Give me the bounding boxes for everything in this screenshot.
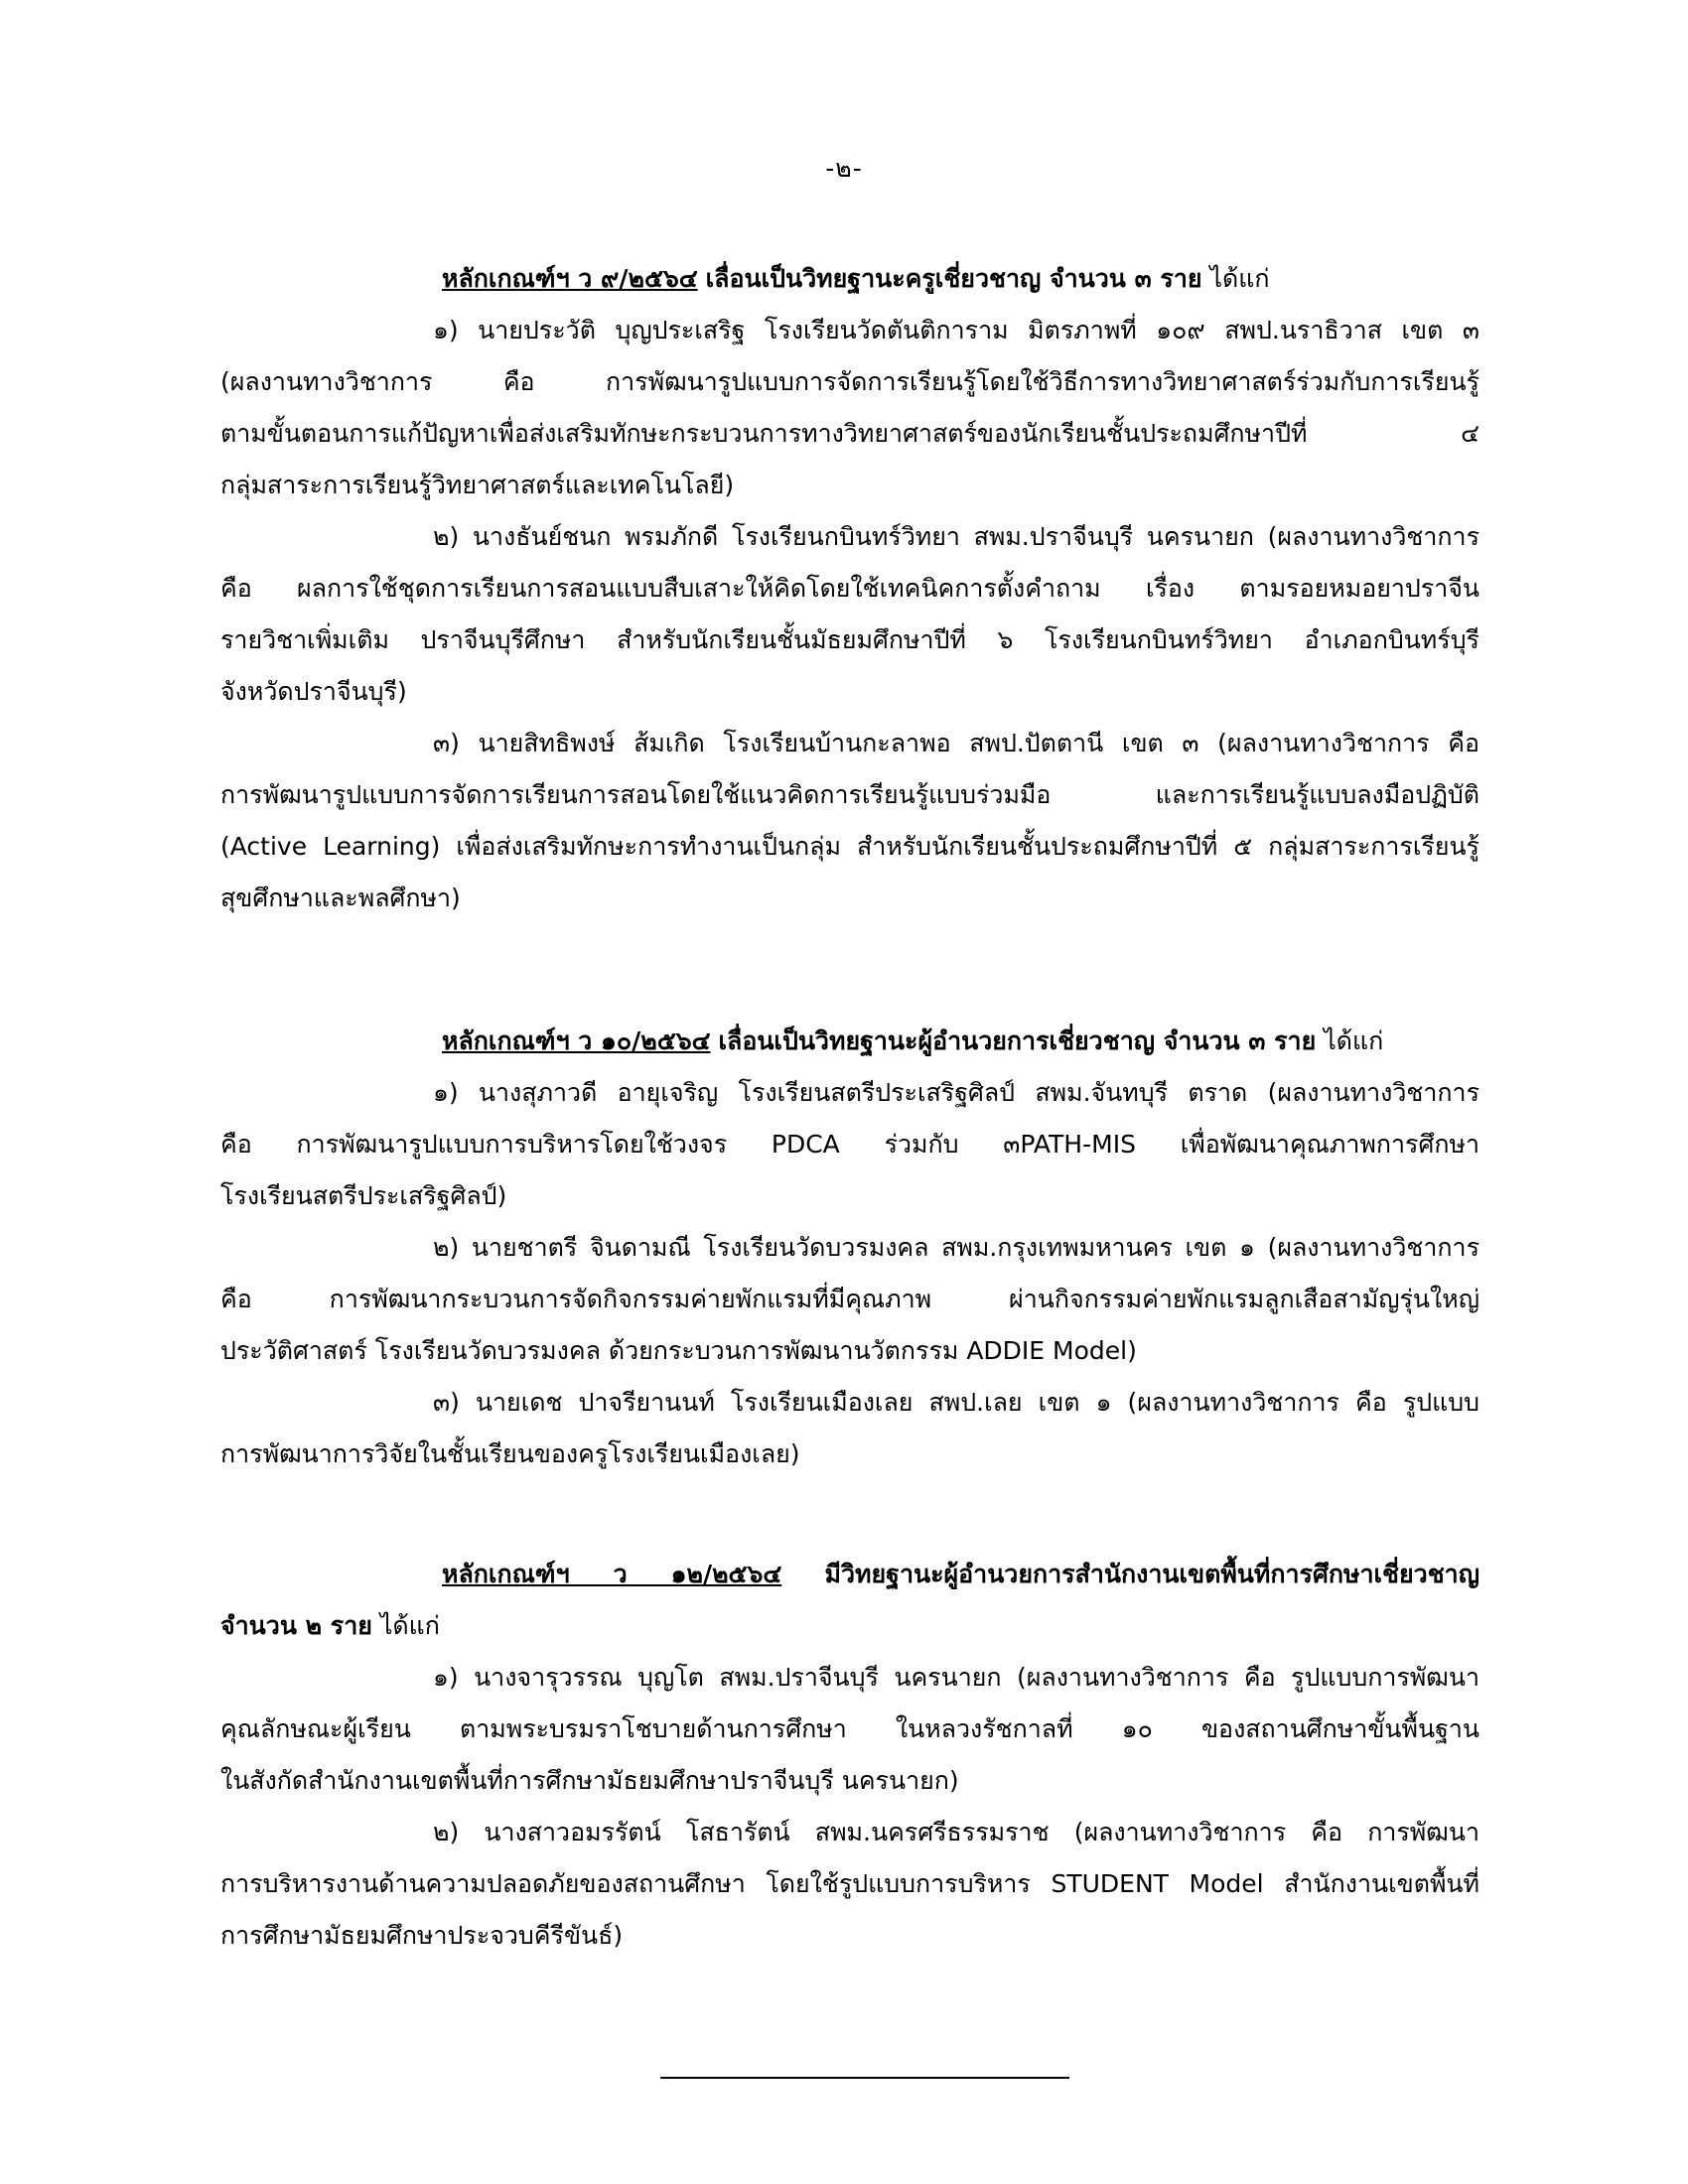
- section-heading: [220, 253, 1479, 305]
- section-title: เลื่อนเป็นวิทยฐานะครูเชี่ยวชาญ จำนวน ๓ ราย: [705, 264, 1202, 293]
- item-line: ๒) นายชาตรี จินดามณี โรงเรียนวัดบวรมงคล สพม.กรุงเทพมหานคร เขต ๑ (ผลงานทางวิชาการ: [433, 1233, 1479, 1262]
- list-item: [220, 1222, 1479, 1377]
- item-line: กลุ่มสาระการเรียนรู้วิทยาศาสตร์และเทคโนโลยี): [220, 471, 735, 499]
- item-line: การพัฒนาการวิจัยในชั้นเรียนของครูโรงเรียนเมืองเลย): [220, 1439, 800, 1468]
- item-line: การพัฒนารูปแบบการจัดการเรียนการสอนโดยใช้แนวคิดการเรียนรู้แบบร่วมมือ และการเรียนรู้แบบลงมือปฏิบัติ: [220, 780, 1479, 809]
- criteria-reference: หลักเกณฑ์ฯ ว ๙/๒๕๖๔: [442, 264, 698, 293]
- heading-suffix: ได้แก่: [1209, 264, 1270, 293]
- item-line: ๑) นางจารุวรรณ บุญโต สพม.ปราจีนบุรี นครนายก (ผลงานทางวิชาการ คือ รูปแบบการพัฒนา: [433, 1663, 1479, 1692]
- criteria-reference: หลักเกณฑ์ฯ ว ๑๒/๒๕๖๔: [442, 1560, 782, 1588]
- list-item: [220, 1067, 1479, 1222]
- section-criteria-v12: [220, 1549, 1479, 1962]
- item-line: คือ การพัฒนารูปแบบการบริหารโดยใช้วงจร PDCA ร่วมกับ ๓PATH-MIS เพื่อพัฒนาคุณภาพการศึกษา: [220, 1130, 1479, 1159]
- item-line: ๒) นางธันย์ชนก พรมภักดี โรงเรียนกบินทร์วิทยา สพม.ปราจีนบุรี นครนายก (ผลงานทางวิชาการ: [433, 522, 1479, 551]
- list-item: [220, 1652, 1479, 1807]
- item-line: โรงเรียนสตรีประเสริฐศิลป์): [220, 1181, 507, 1210]
- page-number: -๒-: [825, 154, 863, 183]
- section-heading-continuation: [220, 1600, 1479, 1652]
- item-line: การบริหารงานด้านความปลอดภัยของสถานศึกษา โดยใช้รูปแบบการบริหาร STUDENT Model สำนักงานเขตพื้นที่: [220, 1869, 1479, 1898]
- list-item: [220, 511, 1479, 718]
- list-item: [220, 718, 1479, 924]
- section-heading: [220, 1016, 1479, 1067]
- list-item: [220, 305, 1479, 511]
- end-divider: [660, 2077, 1069, 2079]
- section-title-continuation: จำนวน ๒ ราย: [220, 1611, 372, 1640]
- item-line: ๒) นางสาวอมรรัตน์ โสธารัตน์ สพม.นครศรีธรรมราช (ผลงานทางวิชาการ คือ การพัฒนา: [433, 1818, 1479, 1846]
- item-line: คือ การพัฒนากระบวนการจัดกิจกรรมค่ายพักแรมที่มีคุณภาพ ผ่านกิจกรรมค่ายพักแรมลูกเสือสามัญรุ่นใหญ่: [220, 1285, 1479, 1313]
- heading-suffix: ได้แก่: [379, 1611, 440, 1640]
- item-line: (Active Learning) เพื่อส่งเสริมทักษะการทำงานเป็นกลุ่ม สำหรับนักเรียนชั้นประถมศึกษาปีที่ ๕ กลุ่มสาระการเรียนรู้: [220, 832, 1479, 861]
- item-line: ประวัติศาสตร์ โรงเรียนวัดบวรมงคล ด้วยกระบวนการพัฒนานวัตกรรม ADDIE Model): [220, 1336, 1137, 1365]
- list-item: [220, 1377, 1479, 1480]
- item-line: การศึกษามัธยมศึกษาประจวบคีรีขันธ์): [220, 1921, 624, 1950]
- item-line: ในสังกัดสำนักงานเขตพื้นที่การศึกษามัธยมศึกษาปราจีนบุรี นครนายก): [220, 1766, 959, 1795]
- item-line: ๑) นายประวัติ บุญประเสริฐ โรงเรียนวัดตันติการาม มิตรภาพที่ ๑๐๙ สพป.นราธิวาส เขต ๓: [433, 316, 1479, 344]
- list-item: [220, 1807, 1479, 1962]
- item-line: ๓) นายเดช ปาจรียานนท์ โรงเรียนเมืองเลย สพป.เลย เขต ๑ (ผลงานทางวิชาการ คือ รูปแบบ: [433, 1388, 1479, 1417]
- heading-suffix: ได้แก่: [1324, 1026, 1384, 1055]
- item-line: ๑) นางสุภาวดี อายุเจริญ โรงเรียนสตรีประเสริฐศิลป์ สพม.จันทบุรี ตราด (ผลงานทางวิชาการ: [433, 1078, 1479, 1107]
- item-line: คุณลักษณะผู้เรียน ตามพระบรมราโชบายด้านการศึกษา ในหลวงรัชกาลที่ ๑๐ ของสถานศึกษาขั้นพื้นฐาน: [220, 1714, 1479, 1743]
- section-title: เลื่อนเป็นวิทยฐานะผู้อำนวยการเชี่ยวชาญ จำนวน ๓ ราย: [718, 1026, 1317, 1055]
- item-line: (ผลงานทางวิชาการ คือ การพัฒนารูปแบบการจัดการเรียนรู้โดยใช้วิธีการทางวิทยาศาสตร์ร่วมกับการเรียนรู้: [220, 367, 1479, 396]
- item-line: สุขศึกษาและพลศึกษา): [220, 884, 461, 912]
- section-heading: [220, 1549, 1479, 1600]
- section-criteria-v10: [220, 1016, 1479, 1480]
- item-line: จังหวัดปราจีนบุรี): [220, 677, 407, 706]
- criteria-reference: หลักเกณฑ์ฯ ว ๑๐/๒๕๖๔: [442, 1026, 711, 1055]
- item-line: คือ ผลการใช้ชุดการเรียนการสอนแบบสืบเสาะให้คิดโดยใช้เทคนิคการตั้งคำถาม เรื่อง ตามรอยหมอยาปราจีน: [220, 574, 1479, 603]
- section-title: มีวิทยฐานะผู้อำนวยการสำนักงานเขตพื้นที่การศึกษาเชี่ยวชาญ: [824, 1560, 1479, 1588]
- item-line: ตามขั้นตอนการแก้ปัญหาเพื่อส่งเสริมทักษะกระบวนการทางวิทยาศาสตร์ของนักเรียนชั้นประถมศึกษาปีที่ ๔: [220, 419, 1479, 448]
- item-line: ๓) นายสิทธิพงษ์ ส้มเกิด โรงเรียนบ้านกะลาพอ สพป.ปัตตานี เขต ๓ (ผลงานทางวิชาการ คือ: [433, 729, 1479, 757]
- section-criteria-v9: [220, 253, 1479, 924]
- item-line: รายวิชาเพิ่มเติม ปราจีนบุรีศึกษา สำหรับนักเรียนชั้นมัธยมศึกษาปีที่ ๖ โรงเรียนกบินทร์วิทยา อำเภอกบินทร์บุรี: [220, 625, 1479, 654]
